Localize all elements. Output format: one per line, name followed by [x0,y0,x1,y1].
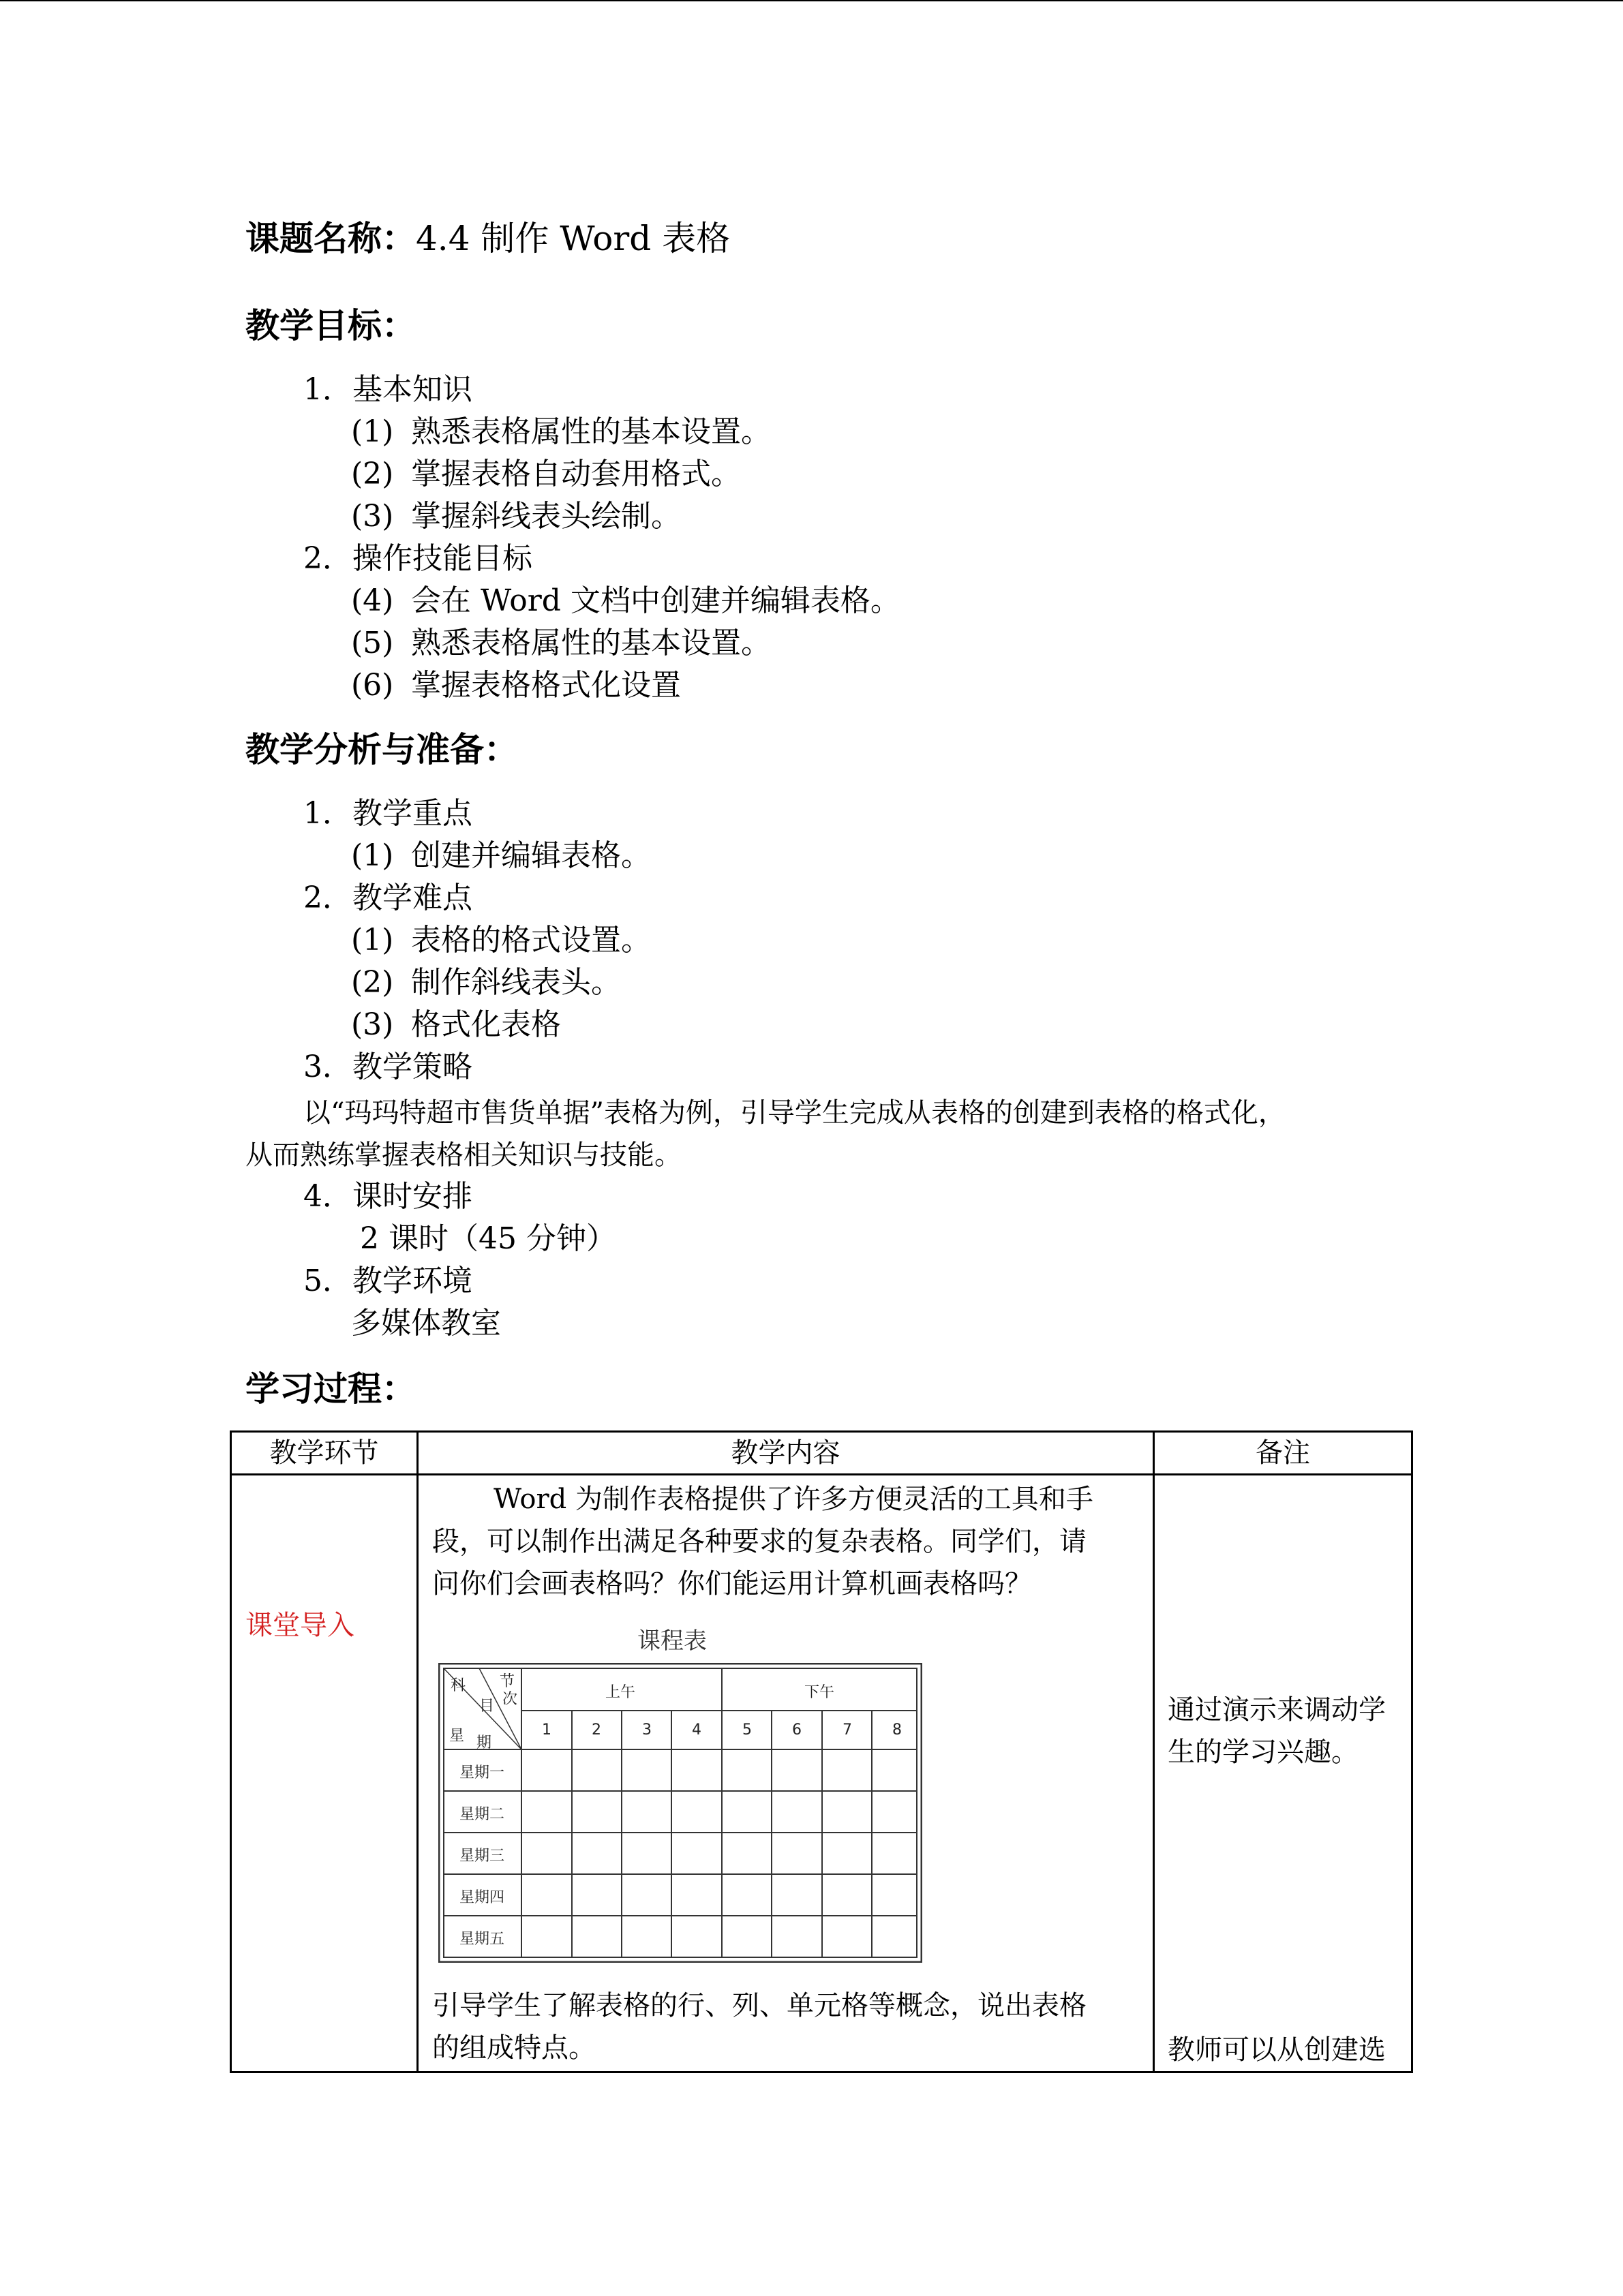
difficult-point-item: (3) 格式化表格 [351,1007,561,1042]
lesson-title-text: 4.4 制作 Word 表格 [416,219,731,258]
difficult-point-item: (2) 制作斜线表头。 [351,965,621,1000]
tt-morning: 上午 [605,1684,636,1701]
strategy-label: 3．教学策略 [303,1050,472,1084]
content-after-text: 引导学生了解表格的行、列、单元格等概念，说出表格 的组成特点。 [432,1990,1087,2064]
stage-intro: 课堂导入 [245,1610,354,1641]
strategy-text-line-2: 从而熟练掌握表格相关知识与技能。 [245,1139,682,1171]
objective-sub: (2) 掌握表格自动套用格式。 [351,457,741,491]
objective-sub: (6) 掌握表格格式化设置 [351,668,681,703]
tt-period: 8 [892,1721,902,1739]
tt-corner-mu: 目 [479,1698,495,1715]
key-point-item: (1) 创建并编辑表格。 [351,838,651,873]
difficult-points-label: 2．教学难点 [303,881,472,915]
note-bottom-text: 教师可以从创建选 [1168,2034,1386,2066]
tt-period: 2 [592,1721,601,1739]
tt-corner-section-top: 节 [500,1673,515,1690]
environment-value: 多媒体教室 [351,1306,501,1341]
tt-period: 4 [692,1721,701,1739]
lesson-title-label: 课题名称： [245,218,416,258]
tt-period: 5 [742,1721,752,1739]
tt-corner-subject: 科 [451,1677,466,1694]
objective-2-label: 2．操作技能目标 [303,541,532,576]
objective-sub: (4) 会在 Word 文档中创建并编辑表格。 [351,583,900,618]
tt-corner-week-top: 星 [449,1728,465,1745]
tt-period: 3 [642,1721,652,1739]
lesson-title [245,218,730,259]
difficult-point-item: (1) 表格的格式设置。 [351,923,651,958]
strategy-text-line-1: 以“玛玛特超市售货单据”表格为例，引导学生完成从表格的创建到表格的格式化， [303,1097,1286,1129]
objective-sub: (5) 熟悉表格属性的基本设置。 [351,626,771,660]
content-intro-text: Word 为制作表格提供了许多方便灵活的工具和手 段，可以制作出满足各种要求的复杂表格。同学们，请 问你们会画表格吗？你们能运用计算机画表格吗？ [432,1484,1093,1599]
tt-day: 星期四 [459,1889,505,1906]
timetable [438,1663,922,1963]
objective-sub: (1) 熟悉表格属性的基本设置。 [351,414,771,449]
schedule-label: 4．课时安排 [303,1179,472,1214]
environment-label: 5．教学环境 [303,1264,472,1298]
tt-day: 星期二 [459,1806,505,1823]
schedule-value: 2 课时（45 分钟） [360,1221,616,1256]
header-content: 教学内容 [731,1437,840,1469]
tt-period: 1 [542,1721,551,1739]
timetable-caption: 课程表 [637,1627,707,1655]
objectives-heading: 教学目标： [245,305,416,346]
key-points-label: 1．教学重点 [303,796,472,831]
note-text: 通过演示来调动学 生的学习兴趣。 [1168,1694,1386,1768]
tt-day: 星期三 [459,1848,505,1865]
header-stage: 教学环节 [269,1437,379,1469]
process-heading: 学习过程： [245,1368,416,1409]
tt-period: 6 [792,1721,802,1739]
tt-day: 星期一 [459,1764,505,1781]
tt-corner-section-bottom: 次 [502,1691,518,1708]
tt-corner-week-bottom: 期 [476,1734,492,1751]
analysis-heading: 教学分析与准备： [245,729,518,769]
tt-period: 7 [843,1721,852,1739]
tt-afternoon: 下午 [804,1684,835,1701]
document-page [0,1,1623,2296]
header-note: 备注 [1256,1437,1310,1469]
objective-sub: (3) 掌握斜线表头绘制。 [351,499,681,534]
objective-1-label: 1．基本知识 [303,372,472,407]
tt-day: 星期五 [459,1931,505,1948]
